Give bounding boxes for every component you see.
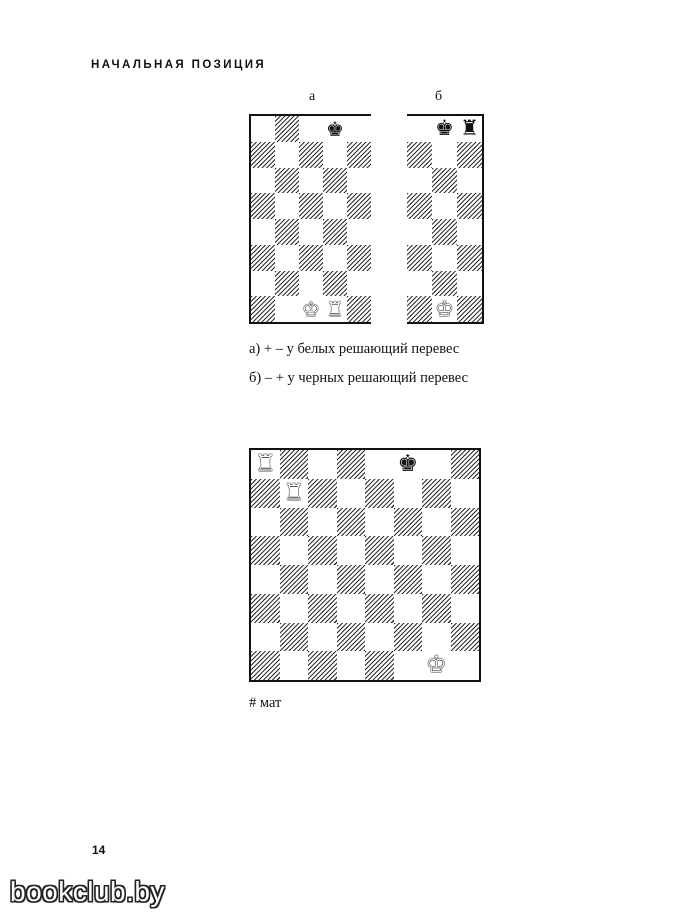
square-g7 xyxy=(422,479,451,508)
square-a3 xyxy=(251,245,275,271)
diagram-b-label: б xyxy=(435,89,443,104)
square-h5 xyxy=(451,536,480,565)
square-b3 xyxy=(280,594,309,623)
caption-mate: # мат xyxy=(249,695,282,711)
square-a6 xyxy=(251,168,275,194)
square-f4 xyxy=(432,219,457,245)
square-e1 xyxy=(407,296,432,322)
square-e4 xyxy=(407,219,432,245)
square-d1 xyxy=(337,651,366,680)
square-e1 xyxy=(365,651,394,680)
square-d6 xyxy=(323,168,347,194)
square-g3 xyxy=(422,594,451,623)
square-e8 xyxy=(407,116,432,142)
square-e3 xyxy=(365,594,394,623)
piece-glyph: ♜ xyxy=(283,479,305,506)
chess-diagram-b xyxy=(407,114,484,324)
square-e6 xyxy=(347,168,371,194)
square-h8 xyxy=(451,450,480,479)
square-a2 xyxy=(251,623,280,652)
square-f7 xyxy=(394,479,423,508)
square-c4 xyxy=(299,219,323,245)
square-e7 xyxy=(347,142,371,168)
caption-b: б) – + у черных решающий перевес xyxy=(249,370,469,386)
square-b7 xyxy=(275,142,299,168)
square-e7 xyxy=(407,142,432,168)
piece-glyph: ♚ xyxy=(302,297,320,322)
black-rook-icon xyxy=(457,116,482,142)
square-b5 xyxy=(275,193,299,219)
square-f5 xyxy=(432,193,457,219)
square-f4 xyxy=(394,565,423,594)
square-c3 xyxy=(299,245,323,271)
square-c5 xyxy=(308,536,337,565)
square-f7 xyxy=(432,142,457,168)
white-king-icon xyxy=(299,296,323,322)
square-g2 xyxy=(422,623,451,652)
square-f3 xyxy=(432,245,457,271)
square-b8 xyxy=(275,116,299,142)
square-d8 xyxy=(337,450,366,479)
square-g3 xyxy=(457,245,482,271)
square-d7 xyxy=(337,479,366,508)
square-e4 xyxy=(347,219,371,245)
black-king-icon xyxy=(432,116,457,142)
square-d3 xyxy=(337,594,366,623)
square-d7 xyxy=(323,142,347,168)
square-g4 xyxy=(422,565,451,594)
piece-glyph: ♚ xyxy=(326,116,344,141)
square-c7 xyxy=(299,142,323,168)
square-e7 xyxy=(365,479,394,508)
square-a8 xyxy=(251,116,275,142)
black-king-icon xyxy=(323,116,347,142)
square-h3 xyxy=(451,594,480,623)
square-e3 xyxy=(407,245,432,271)
square-g2 xyxy=(457,271,482,297)
square-e4 xyxy=(365,565,394,594)
square-e5 xyxy=(365,536,394,565)
square-d2 xyxy=(323,271,347,297)
square-b6 xyxy=(280,508,309,537)
square-b4 xyxy=(280,565,309,594)
white-king-icon xyxy=(432,296,457,322)
square-h4 xyxy=(451,565,480,594)
square-b6 xyxy=(275,168,299,194)
square-b1 xyxy=(275,296,299,322)
square-c1 xyxy=(308,651,337,680)
square-e3 xyxy=(347,245,371,271)
chess-diagram-a xyxy=(249,114,371,324)
square-d6 xyxy=(337,508,366,537)
square-b8 xyxy=(280,450,309,479)
square-a5 xyxy=(251,193,275,219)
square-g1 xyxy=(457,296,482,322)
square-e6 xyxy=(407,168,432,194)
square-e1 xyxy=(347,296,371,322)
square-e2 xyxy=(407,271,432,297)
square-a4 xyxy=(251,219,275,245)
square-a1 xyxy=(251,296,275,322)
caption-a: а) + – у белых решающий перевес xyxy=(249,341,460,357)
piece-glyph: ♜ xyxy=(326,297,344,322)
square-d4 xyxy=(323,219,347,245)
square-c7 xyxy=(308,479,337,508)
square-a7 xyxy=(251,479,280,508)
white-rook-icon xyxy=(323,296,347,322)
square-g7 xyxy=(457,142,482,168)
square-h6 xyxy=(451,508,480,537)
square-e5 xyxy=(407,193,432,219)
square-b5 xyxy=(280,536,309,565)
square-e5 xyxy=(347,193,371,219)
watermark-logo: bookclub.by xyxy=(10,876,165,907)
square-f2 xyxy=(432,271,457,297)
square-f5 xyxy=(394,536,423,565)
square-d5 xyxy=(323,193,347,219)
page-number: 14 xyxy=(92,843,106,857)
piece-glyph: ♚ xyxy=(397,450,419,477)
square-f6 xyxy=(394,508,423,537)
square-e2 xyxy=(365,623,394,652)
piece-glyph: ♚ xyxy=(425,652,447,679)
piece-glyph: ♜ xyxy=(460,116,479,141)
square-d3 xyxy=(323,245,347,271)
square-f6 xyxy=(432,168,457,194)
piece-glyph: ♜ xyxy=(254,450,276,477)
square-h7 xyxy=(451,479,480,508)
chess-diagram-mate xyxy=(249,448,481,682)
square-a4 xyxy=(251,565,280,594)
square-c2 xyxy=(308,623,337,652)
square-b2 xyxy=(280,623,309,652)
square-e2 xyxy=(347,271,371,297)
square-c2 xyxy=(299,271,323,297)
square-c4 xyxy=(308,565,337,594)
square-c3 xyxy=(308,594,337,623)
square-c5 xyxy=(299,193,323,219)
square-c8 xyxy=(299,116,323,142)
square-g5 xyxy=(457,193,482,219)
square-a1 xyxy=(251,651,280,680)
square-c6 xyxy=(299,168,323,194)
piece-glyph: ♚ xyxy=(435,116,454,141)
diagram-a-label: а xyxy=(309,89,316,104)
square-g6 xyxy=(422,508,451,537)
square-h1 xyxy=(451,651,480,680)
piece-glyph: ♚ xyxy=(435,296,454,321)
white-rook-icon xyxy=(280,479,309,508)
square-b2 xyxy=(275,271,299,297)
square-c8 xyxy=(308,450,337,479)
square-a3 xyxy=(251,594,280,623)
square-a2 xyxy=(251,271,275,297)
square-f1 xyxy=(394,651,423,680)
square-e6 xyxy=(365,508,394,537)
white-king-icon xyxy=(422,651,451,680)
square-d4 xyxy=(337,565,366,594)
square-f3 xyxy=(394,594,423,623)
square-e8 xyxy=(365,450,394,479)
square-h2 xyxy=(451,623,480,652)
square-c6 xyxy=(308,508,337,537)
chapter-header: НАЧАЛЬНАЯ ПОЗИЦИЯ xyxy=(91,59,267,71)
square-b3 xyxy=(275,245,299,271)
square-f2 xyxy=(394,623,423,652)
square-b4 xyxy=(275,219,299,245)
white-rook-icon xyxy=(251,450,280,479)
square-b1 xyxy=(280,651,309,680)
square-g8 xyxy=(422,450,451,479)
square-d5 xyxy=(337,536,366,565)
square-a5 xyxy=(251,536,280,565)
square-g5 xyxy=(422,536,451,565)
black-king-icon xyxy=(394,450,423,479)
square-e8 xyxy=(347,116,371,142)
square-a7 xyxy=(251,142,275,168)
square-g6 xyxy=(457,168,482,194)
square-g4 xyxy=(457,219,482,245)
square-d2 xyxy=(337,623,366,652)
square-a6 xyxy=(251,508,280,537)
